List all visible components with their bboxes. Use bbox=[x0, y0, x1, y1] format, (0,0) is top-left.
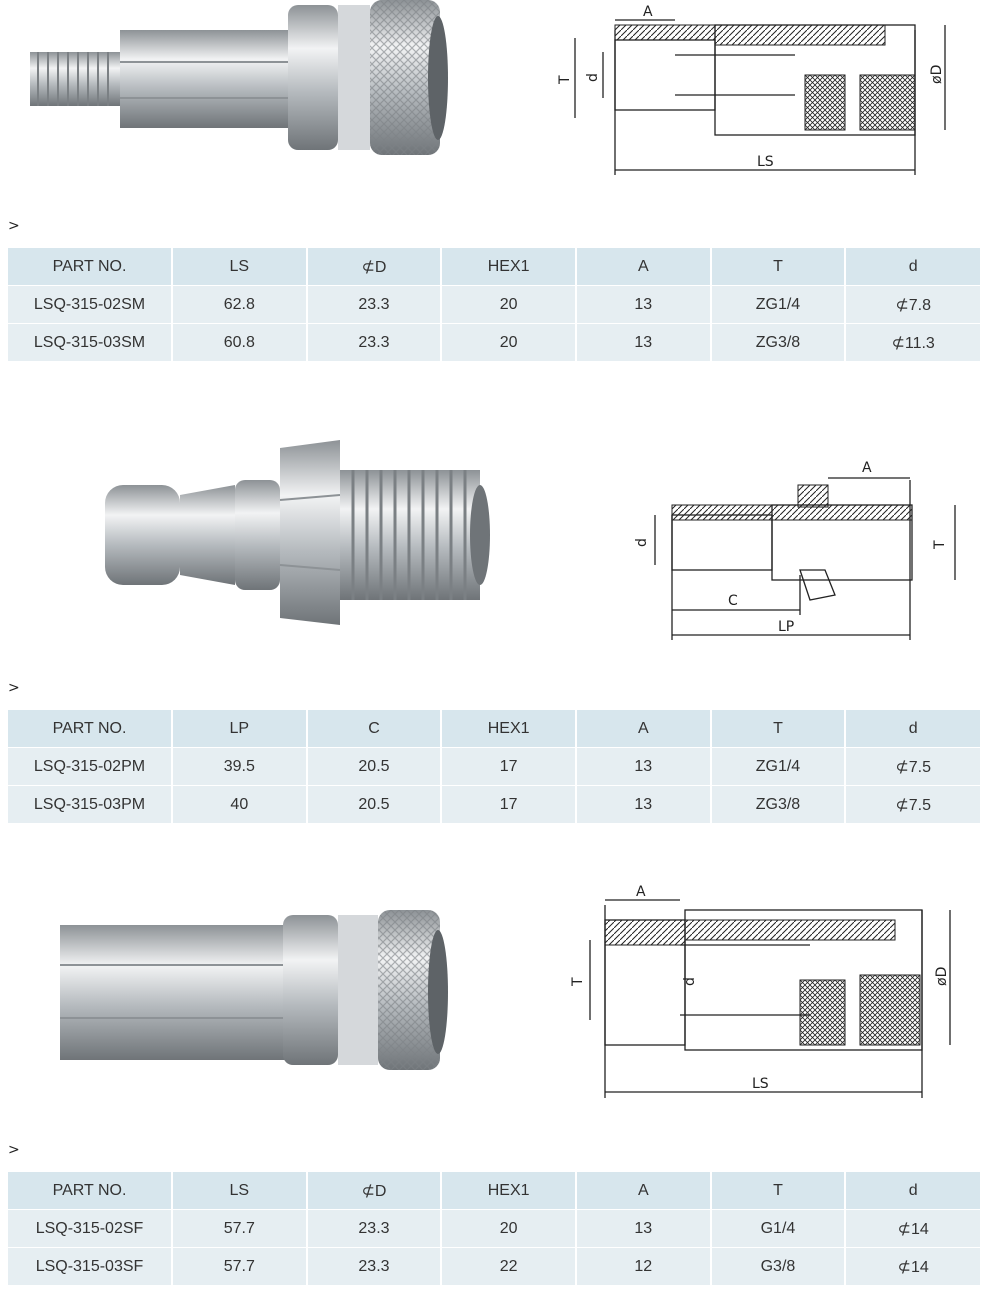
cell: 17 bbox=[441, 786, 576, 824]
spec-table-3 bbox=[8, 1172, 980, 1286]
drawing-label-d: d bbox=[682, 977, 698, 986]
cell: 57.7 bbox=[172, 1210, 307, 1248]
cell: ZG3/8 bbox=[711, 786, 846, 824]
male-plug-photo-icon bbox=[95, 440, 495, 630]
cell: 20.5 bbox=[307, 786, 442, 824]
cell: LSQ-315-02SM bbox=[8, 286, 172, 324]
female-socket-female-thread-photo-icon bbox=[55, 910, 455, 1075]
cell: LSQ-315-03PM bbox=[8, 786, 172, 824]
socket-male-thread-drawing-icon bbox=[555, 0, 955, 185]
cell: 23.3 bbox=[307, 1210, 442, 1248]
cell: 13 bbox=[576, 324, 711, 362]
drawing-label-a: A bbox=[643, 4, 653, 20]
table-header-row bbox=[8, 248, 980, 286]
spec-table-2 bbox=[8, 710, 980, 824]
section-marker: > bbox=[8, 218, 20, 234]
header-cell: HEX1 bbox=[441, 1172, 576, 1210]
cell: G3/8 bbox=[711, 1248, 846, 1286]
cell: ⊄11.3 bbox=[845, 324, 980, 362]
cell: 62.8 bbox=[172, 286, 307, 324]
cell: 12 bbox=[576, 1248, 711, 1286]
drawing-label-d: d bbox=[634, 538, 650, 547]
cell: ⊄7.8 bbox=[845, 286, 980, 324]
table-row bbox=[8, 748, 980, 786]
table-row bbox=[8, 286, 980, 324]
cell: 13 bbox=[576, 748, 711, 786]
header-cell: HEX1 bbox=[441, 710, 576, 748]
cell: ZG3/8 bbox=[711, 324, 846, 362]
header-cell: d bbox=[845, 710, 980, 748]
table-row bbox=[8, 786, 980, 824]
cell: 13 bbox=[576, 1210, 711, 1248]
cell: 20 bbox=[441, 1210, 576, 1248]
female-socket-photo-icon bbox=[20, 0, 460, 160]
cell: ⊄14 bbox=[845, 1248, 980, 1286]
table-header-row bbox=[8, 710, 980, 748]
socket-female-thread-drawing-icon bbox=[560, 880, 960, 1102]
plug-male-thread-drawing-icon bbox=[630, 455, 965, 640]
cell: 20 bbox=[441, 324, 576, 362]
cell: ZG1/4 bbox=[711, 286, 846, 324]
cell: 57.7 bbox=[172, 1248, 307, 1286]
header-cell: T bbox=[711, 1172, 846, 1210]
table-row bbox=[8, 324, 980, 362]
product-section-2 bbox=[0, 430, 990, 825]
drawing-label-od: øD bbox=[929, 64, 945, 84]
header-cell: HEX1 bbox=[441, 248, 576, 286]
drawing-label-lp: LP bbox=[778, 619, 795, 635]
cell: 20 bbox=[441, 286, 576, 324]
header-cell: d bbox=[845, 1172, 980, 1210]
header-cell: d bbox=[845, 248, 980, 286]
header-cell: A bbox=[576, 1172, 711, 1210]
spec-table-1 bbox=[8, 248, 980, 362]
cell: 23.3 bbox=[307, 286, 442, 324]
cell: 60.8 bbox=[172, 324, 307, 362]
cell: ZG1/4 bbox=[711, 748, 846, 786]
section-marker: > bbox=[8, 1142, 20, 1158]
cell: ⊄14 bbox=[845, 1210, 980, 1248]
product-section-3 bbox=[0, 880, 990, 1285]
drawing-label-t: T bbox=[557, 75, 573, 84]
cell: 13 bbox=[576, 786, 711, 824]
cell: 13 bbox=[576, 286, 711, 324]
header-cell: ⊄D bbox=[307, 248, 442, 286]
drawing-label-t: T bbox=[932, 540, 948, 549]
header-cell: PART NO. bbox=[8, 710, 172, 748]
header-cell: T bbox=[711, 248, 846, 286]
drawing-label-a: A bbox=[636, 884, 646, 900]
drawing-label-ls: LS bbox=[757, 154, 774, 170]
header-cell: C bbox=[307, 710, 442, 748]
header-cell: T bbox=[711, 710, 846, 748]
header-cell: LS bbox=[172, 1172, 307, 1210]
drawing-label-c: C bbox=[728, 593, 738, 609]
cell: 20.5 bbox=[307, 748, 442, 786]
cell: G1/4 bbox=[711, 1210, 846, 1248]
section-marker: > bbox=[8, 680, 20, 696]
cell: 40 bbox=[172, 786, 307, 824]
table-row bbox=[8, 1248, 980, 1286]
header-cell: A bbox=[576, 248, 711, 286]
header-cell: LP bbox=[172, 710, 307, 748]
table-row bbox=[8, 1210, 980, 1248]
header-cell: LS bbox=[172, 248, 307, 286]
cell: 17 bbox=[441, 748, 576, 786]
cell: 23.3 bbox=[307, 1248, 442, 1286]
drawing-label-od: øD bbox=[934, 966, 950, 986]
cell: LSQ-315-02SF bbox=[8, 1210, 172, 1248]
product-section-1 bbox=[0, 0, 990, 360]
cell: LSQ-315-03SM bbox=[8, 324, 172, 362]
cell: 22 bbox=[441, 1248, 576, 1286]
cell: ⊄7.5 bbox=[845, 748, 980, 786]
header-cell: PART NO. bbox=[8, 248, 172, 286]
cell: LSQ-315-02PM bbox=[8, 748, 172, 786]
header-cell: ⊄D bbox=[307, 1172, 442, 1210]
drawing-label-a: A bbox=[862, 460, 872, 476]
header-cell: PART NO. bbox=[8, 1172, 172, 1210]
drawing-label-t: T bbox=[570, 977, 586, 986]
header-cell: A bbox=[576, 710, 711, 748]
cell: 39.5 bbox=[172, 748, 307, 786]
cell: ⊄7.5 bbox=[845, 786, 980, 824]
cell: LSQ-315-03SF bbox=[8, 1248, 172, 1286]
drawing-label-ls: LS bbox=[752, 1076, 769, 1092]
cell: 23.3 bbox=[307, 324, 442, 362]
drawing-label-d: d bbox=[585, 73, 601, 82]
table-header-row bbox=[8, 1172, 980, 1210]
